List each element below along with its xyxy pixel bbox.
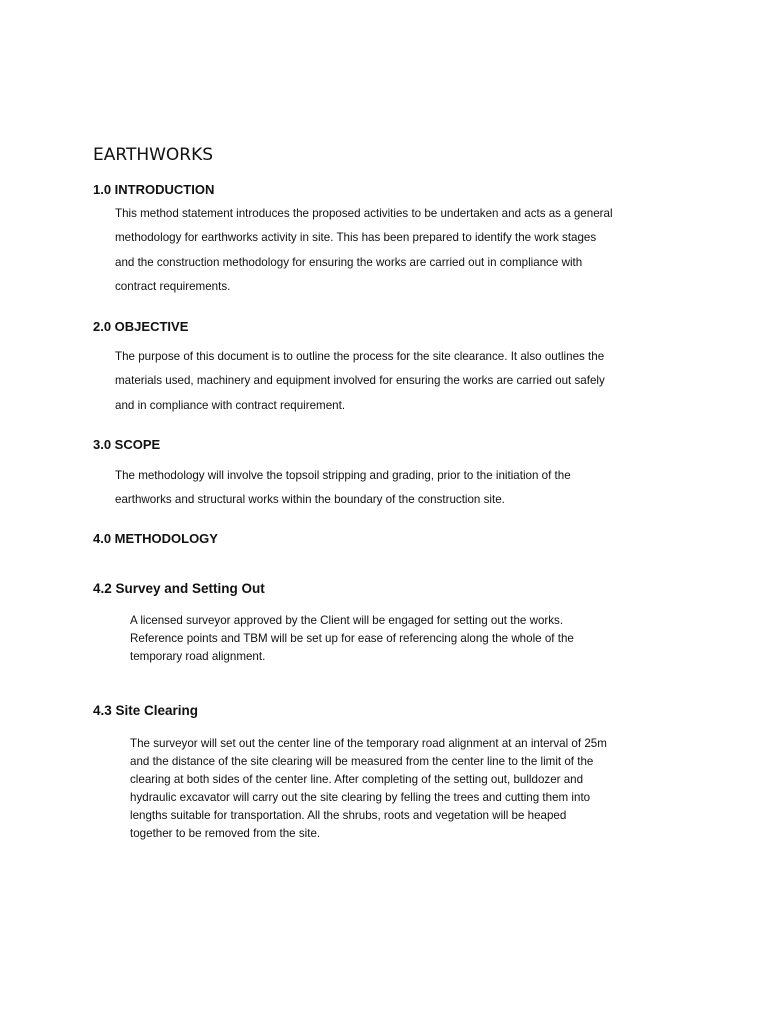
text-line: A licensed surveyor approved by the Client will be engaged for setting out the works.: [130, 614, 564, 627]
text-line: materials used, machinery and equipment involved for ensuring the works are carried out safely: [115, 374, 605, 388]
heading-objective: 2.0 OBJECTIVE: [93, 319, 189, 334]
text-line: temporary road alignment.: [130, 650, 266, 663]
paragraph-scope: [115, 464, 571, 513]
text-line: lengths suitable for transportation. All the shrubs, roots and vegetation will be heaped: [130, 809, 567, 822]
text-line: The purpose of this document is to outline the process for the site clearance. It also outlines the: [115, 350, 605, 363]
text-line: This method statement introduces the proposed activities to be undertaken and acts as a general: [115, 207, 613, 220]
text-line: and the distance of the site clearing will be measured from the center line to the limit of the: [130, 755, 594, 768]
text-line: hydraulic excavator will carry out the site clearing by felling the trees and cutting them into: [130, 791, 591, 804]
text-line: The surveyor will set out the center line of the temporary road alignment at an interval of 25m: [130, 737, 607, 750]
heading-site-clearing: 4.3 Site Clearing: [93, 703, 199, 718]
text-line: Reference points and TBM will be set up for ease of referencing along the whole of the: [130, 632, 574, 645]
document-title: EARTHWORKS: [93, 145, 214, 165]
paragraph-objective: [115, 345, 605, 418]
paragraph-site-clearing: [130, 735, 607, 843]
heading-scope: 3.0 SCOPE: [93, 437, 161, 452]
text-line: methodology for earthworks activity in site. This has been prepared to identify the work stages: [115, 231, 597, 245]
paragraph-introduction: [115, 202, 613, 300]
text-line: contract requirements.: [115, 280, 231, 294]
heading-introduction: 1.0 INTRODUCTION: [93, 182, 215, 197]
text-line: clearing at both sides of the center line. After completing of the setting out, bulldozer and: [130, 773, 584, 786]
heading-survey-setting-out: 4.2 Survey and Setting Out: [93, 581, 265, 596]
paragraph-survey-setting-out: [130, 612, 574, 666]
text-line: together to be removed from the site.: [130, 827, 321, 840]
text-line: and in compliance with contract requirement.: [115, 398, 346, 412]
text-line: earthworks and structural works within the boundary of the construction site.: [115, 493, 505, 507]
text-line: and the construction methodology for ensuring the works are carried out in compliance with: [115, 255, 583, 269]
text-line: The methodology will involve the topsoil stripping and grading, prior to the initiation of the: [115, 469, 571, 482]
heading-methodology: 4.0 METHODOLOGY: [93, 531, 218, 546]
